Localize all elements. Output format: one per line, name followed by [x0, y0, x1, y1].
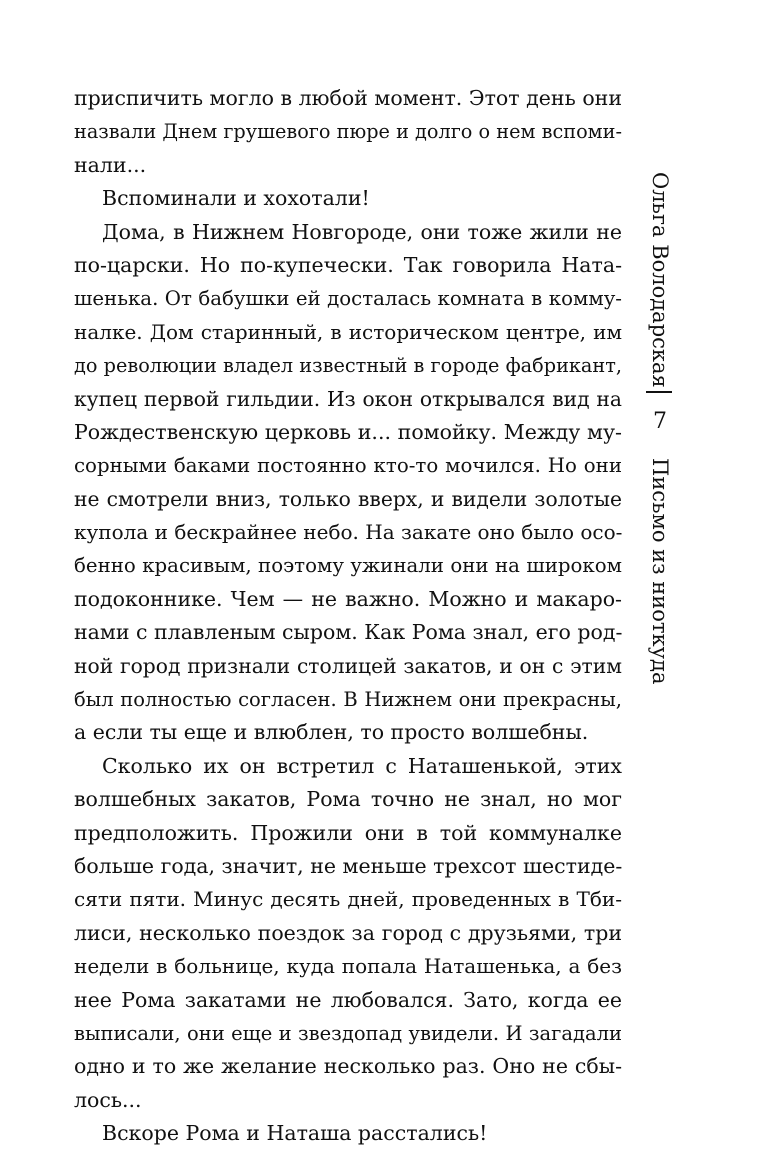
text-line: сорными баками постоянно кто-то мочился. Но они: [74, 454, 622, 478]
text-line: шенька. От бабушки ей досталась комната в комму-: [74, 287, 622, 311]
text-line: лось...: [74, 1087, 142, 1112]
page-body: [74, 82, 622, 1151]
author-name: Ольга Володарская: [648, 172, 672, 388]
text-line: назвали Днем грушевого пюре и долго о нем вспоми-: [74, 120, 622, 144]
text-line: а если ты еще и влюблен, то просто волшебны.: [74, 720, 589, 745]
text-line: нее Рома закатами не любовался. Зато, когда ее: [74, 987, 622, 1012]
text-line: волшебных закатов, Рома точно не знал, но мог: [74, 787, 622, 812]
text-line: нами с плавленым сыром. Как Рома знал, его род-: [74, 620, 623, 645]
text-line: лиси, несколько поездок за город с друзьями, три: [74, 920, 622, 945]
text-line: был полностью согласен. В Нижнем они прекрасны,: [74, 688, 622, 712]
text-line: Дома, в Нижнем Новгороде, они тоже жили не: [102, 219, 622, 244]
text-line: до революции владел известный в городе фабрикант,: [74, 354, 622, 378]
text-line: недели в больнице, куда попала Наташенька, а без: [74, 954, 622, 979]
text-line: купола и бескрайнее небо. На закате оно было осо-: [74, 520, 623, 545]
text-line: по-царски. Но по-купечески. Так говорила Ната-: [74, 252, 622, 277]
text-line: предположить. Прожили они в той коммуналке: [74, 820, 622, 845]
header-divider: [646, 391, 672, 393]
text-line: подоконнике. Чем — не важно. Можно и макаро-: [74, 586, 622, 611]
text-line: сяти пяти. Минус десять дней, проведенных в Тби-: [74, 887, 622, 912]
text-line: Рождественскую церковь и... помойку. Между му-: [74, 419, 622, 444]
text-line: купец первой гильдии. Из окон открывался вид на: [74, 386, 622, 411]
text-line: больше года, значит, не меньше трехсот шестиде-: [74, 853, 623, 878]
text-line: Сколько их он встретил с Наташенькой, этих: [102, 753, 622, 778]
running-header: [640, 160, 680, 685]
text-line: налке. Дом старинный, в историческом центре, им: [74, 319, 622, 344]
text-line: Вспоминали и хохотали!: [102, 186, 370, 211]
book-title: Письмо из ниоткуда: [648, 458, 672, 685]
text-line: не смотрели вниз, только вверх, и видели золотые: [74, 486, 622, 511]
text-line: бенно красивым, поэтому ужинали они на широком: [74, 554, 622, 578]
text-line: приспичить могло в любой момент. Этот день они: [74, 86, 622, 110]
text-line: выписали, они еще и звездопад увидели. И загадали: [74, 1021, 622, 1045]
text-line: ной город признали столицей закатов, и он с этим: [74, 653, 622, 678]
text-line: Вскоре Рома и Наташа расстались!: [102, 1121, 488, 1146]
text-line: одно и то же желание несколько раз. Оно не сбы-: [74, 1054, 622, 1079]
text-line: нали...: [74, 152, 147, 177]
page-number: 7: [653, 409, 667, 434]
